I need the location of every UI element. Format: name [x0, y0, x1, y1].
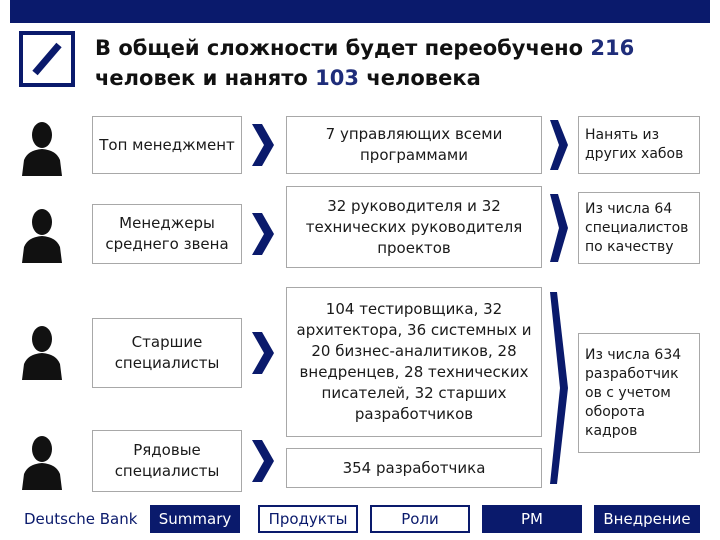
- retrained-count: 216: [590, 36, 635, 60]
- footer-brand: Deutsche Bank: [24, 510, 138, 528]
- chevron-right-icon: [250, 211, 276, 257]
- person-silhouette-icon: [20, 118, 64, 176]
- chevron-right-icon: [250, 330, 276, 376]
- person-silhouette-icon: [20, 322, 64, 380]
- person-silhouette-icon: [20, 205, 64, 263]
- bracket-right-icon: [548, 192, 570, 264]
- nav-roles[interactable]: Роли: [370, 505, 470, 533]
- detail-middle-managers: 32 руководителя и 32 технических руководителя проектов: [286, 186, 542, 268]
- source-qa-specialists: Из числа 64 специалистов по качеству: [578, 192, 700, 264]
- deutsche-bank-logo-icon: [19, 31, 75, 87]
- detail-senior-specialists: 104 тестировщика, 32 архитектора, 36 системных и 20 бизнес-аналитиков, 28 внедренцев, 28 технических писателей, 32 старших разработчиков: [286, 287, 542, 437]
- bracket-right-icon: [548, 118, 570, 172]
- role-label-senior-specialists: Старшие специалисты: [92, 318, 242, 388]
- detail-junior-specialists: 354 разработчика: [286, 448, 542, 488]
- page-title: В общей сложности будет переобучено 216 человек и нанято 103 человека: [95, 36, 635, 90]
- role-label-middle-managers: Менеджеры среднего звена: [92, 204, 242, 264]
- nav-implementation[interactable]: Внедрение: [594, 505, 700, 533]
- nav-summary[interactable]: Summary: [150, 505, 240, 533]
- chevron-right-icon: [250, 438, 276, 484]
- source-other-hubs: Нанять из других хабов: [578, 116, 700, 174]
- role-label-top-management: Топ менеджмент: [92, 116, 242, 174]
- nav-pm[interactable]: PM: [482, 505, 582, 533]
- source-developers: Из числа 634 разработчик ов с учетом оборота кадров: [578, 333, 700, 453]
- bracket-right-icon: [548, 290, 570, 486]
- top-bar: [10, 0, 710, 23]
- chevron-right-icon: [250, 122, 276, 168]
- hired-count: 103: [315, 66, 360, 90]
- person-silhouette-icon: [20, 432, 64, 490]
- role-label-junior-specialists: Рядовые специалисты: [92, 430, 242, 492]
- nav-products[interactable]: Продукты: [258, 505, 358, 533]
- detail-top-management: 7 управляющих всеми программами: [286, 116, 542, 174]
